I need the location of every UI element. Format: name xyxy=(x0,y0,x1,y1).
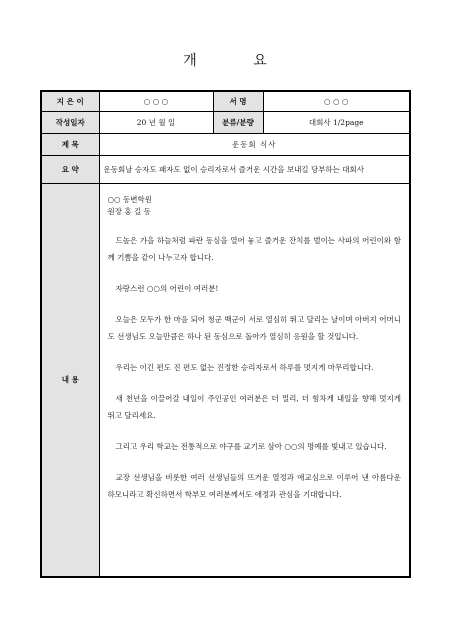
category-value: 대회사 1/2page xyxy=(263,111,410,133)
content-paragraph-2: 자랑스런 ○○의 어린이 여러분! xyxy=(115,283,219,293)
content-paragraph-5: 새 천년을 이끌어갈 내일이 주인공인 여러분은 더 멀리, 더 힘차게 내일을 향해 멋지게 뛰고 달리세요. xyxy=(107,393,401,420)
content-label: 내 용 xyxy=(41,183,99,577)
author-label: 지 은 이 xyxy=(41,91,99,111)
content-paragraph-7: 교장 선생님을 비롯한 여러 선생님들의 뜨거운 열정과 애교심으로 이루어 낸 아름다운 하모니라고 확신하면서 학부모 여러분께서도 애정과 관심을 기대합니다. xyxy=(107,472,401,499)
content-body xyxy=(99,183,410,577)
document-title: 개 요 xyxy=(183,53,293,69)
signature-value: ○ ○ ○ xyxy=(263,91,410,111)
content-paragraph-4: 우리는 이긴 편도 진 편도 없는 진정한 승리자로서 하루를 멋지게 마무리합니다. xyxy=(115,362,374,372)
overview-form xyxy=(40,90,411,578)
date-value: 20 년 월 일 xyxy=(99,111,213,133)
signature-label: 서 명 xyxy=(213,91,263,111)
content-paragraph-1: 드높은 가을 하늘처럼 파란 동심을 열어 놓고 즐거운 잔치를 벌이는 사파의 어린이와 함께 기쁨을 같이 나누고자 합니다. xyxy=(107,235,401,262)
summary-label: 요 약 xyxy=(41,155,99,183)
content-line-director: 원장 홍 길 동 xyxy=(107,206,151,216)
category-label: 분류/분량 xyxy=(213,111,263,133)
subject-label: 제 목 xyxy=(41,133,99,155)
summary-value: 운동회날 승자도 패자도 없이 승리자로서 즐거운 시간을 보내길 당부하는 대회사 xyxy=(99,155,410,183)
content-paragraph-6: 그리고 우리 학교는 전통적으로 야구를 교기로 삼아 ○○의 명예를 빛내고 있습니다. xyxy=(115,441,387,451)
content-line-school: ○○ 동변학원 xyxy=(107,194,152,204)
date-label: 작성일자 xyxy=(41,111,99,133)
author-value: ○ ○ ○ xyxy=(99,91,213,111)
subject-value: 운동회 식사 xyxy=(99,133,410,155)
content-paragraph-3: 오늘은 모두가 한 마음 되어 청군 백군이 서로 열심히 뛰고 달리는 날이며 아버지 어머니도 선생님도 오늘만큼은 하나 된 동심으로 돌아가 열심히 응원을 할 것입니다. xyxy=(107,314,401,341)
